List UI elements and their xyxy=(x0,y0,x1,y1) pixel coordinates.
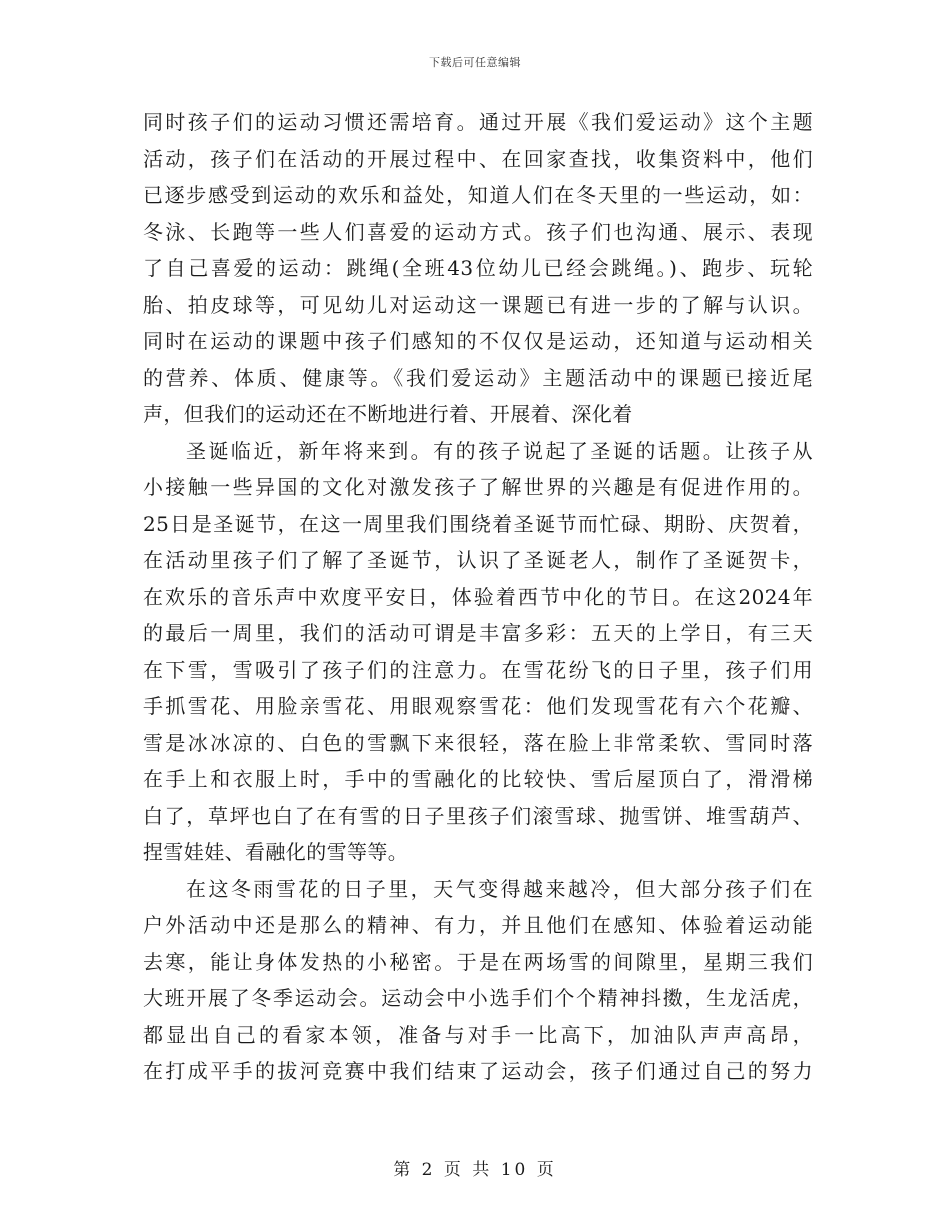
text-line: 雪是冰冰凉的、白色的雪飘下来很轻，落在脸上非常柔软、雪同时落 xyxy=(143,730,813,755)
text-line: 手抓雪花、用脸亲雪花、用眼观察雪花：他们发现雪花有六个花瓣、 xyxy=(143,694,813,718)
text-line: 大班开展了冬季运动会。运动会中小选手们个个精神抖擞，生龙活虎， xyxy=(143,986,813,1010)
text-line: 活动，孩子们在活动的开展过程中、在回家查找，收集资料中，他们 xyxy=(143,146,813,171)
page-header: 下载后可任意编辑 xyxy=(429,56,521,69)
text-line: 在活动里孩子们了解了圣诞节，认识了圣诞老人，制作了圣诞贺卡， xyxy=(143,548,813,572)
text-line: 在打成平手的拔河竞赛中我们结束了运动会，孩子们通过自己的努力 xyxy=(143,1059,813,1083)
paragraph-2 xyxy=(143,433,813,871)
text-line: 都显出自己的看家本领，准备与对手一比高下，加油队声声高昂， xyxy=(143,1022,813,1047)
text-line: 同时孩子们的运动习惯还需培育。通过开展《我们爱运动》这个主题 xyxy=(143,110,813,134)
text-line: 25日是圣诞节，在这一周里我们围绕着圣诞节而忙碌、期盼、庆贺着， xyxy=(143,511,813,536)
document-body xyxy=(143,104,813,1090)
text-line: 了自己喜爱的运动：跳绳(全班43位幼儿已经会跳绳。)、跑步、玩轮 xyxy=(143,256,813,280)
text-line: 的营养、体质、健康等。《我们爱运动》主题活动中的课题已接近尾 xyxy=(143,365,813,390)
text-line: 在这冬雨雪花的日子里，天气变得越来越冷，但大部分孩子们在 xyxy=(186,876,813,901)
text-line: 捏雪娃娃、看融化的雪等等。 xyxy=(143,840,409,864)
paragraph-3 xyxy=(143,871,813,1090)
text-line: 声，但我们的运动还在不断地进行着、开展着、深化着 xyxy=(143,402,633,426)
text-line: 小接触一些异国的文化对激发孩子了解世界的兴趣是有促进作用的。 xyxy=(143,475,813,499)
text-line: 圣诞临近，新年将来到。有的孩子说起了圣诞的话题。让孩子从 xyxy=(186,438,813,463)
text-line: 在手上和衣服上时，手中的雪融化的比较快、雪后屋顶白了，滑滑梯 xyxy=(143,767,813,791)
text-line: 去寒，能让身体发热的小秘密。于是在两场雪的间隙里，星期三我们 xyxy=(143,949,813,974)
paragraph-1 xyxy=(143,104,813,433)
text-line: 同时在运动的课题中孩子们感知的不仅仅是运动，还知道与运动相关 xyxy=(143,329,813,353)
text-line: 白了，草坪也白了在有雪的日子里孩子们滚雪球、抛雪饼、堆雪葫芦、 xyxy=(143,803,813,828)
text-line: 冬泳、长跑等一些人们喜爱的运动方式。孩子们也沟通、展示、表现 xyxy=(143,219,813,244)
text-line: 胎、拍皮球等，可见幼儿对运动这一课题已有进一步的了解与认识。 xyxy=(143,292,813,317)
text-line: 在下雪，雪吸引了孩子们的注意力。在雪花纷飞的日子里，孩子们用 xyxy=(143,657,813,682)
text-line: 的最后一周里，我们的活动可谓是丰富多彩：五天的上学日，有三天 xyxy=(143,621,813,645)
text-line: 在欢乐的音乐声中欢度平安日，体验着西节中化的节日。在这2024年 xyxy=(143,584,813,609)
page-number-footer: 第 2 页 共 10 页 xyxy=(393,1160,557,1180)
text-line: 已逐步感受到运动的欢乐和益处，知道人们在冬天里的一些运动，如： xyxy=(143,183,813,207)
text-line: 户外活动中还是那么的精神、有力，并且他们在感知、体验着运动能 xyxy=(143,913,813,937)
